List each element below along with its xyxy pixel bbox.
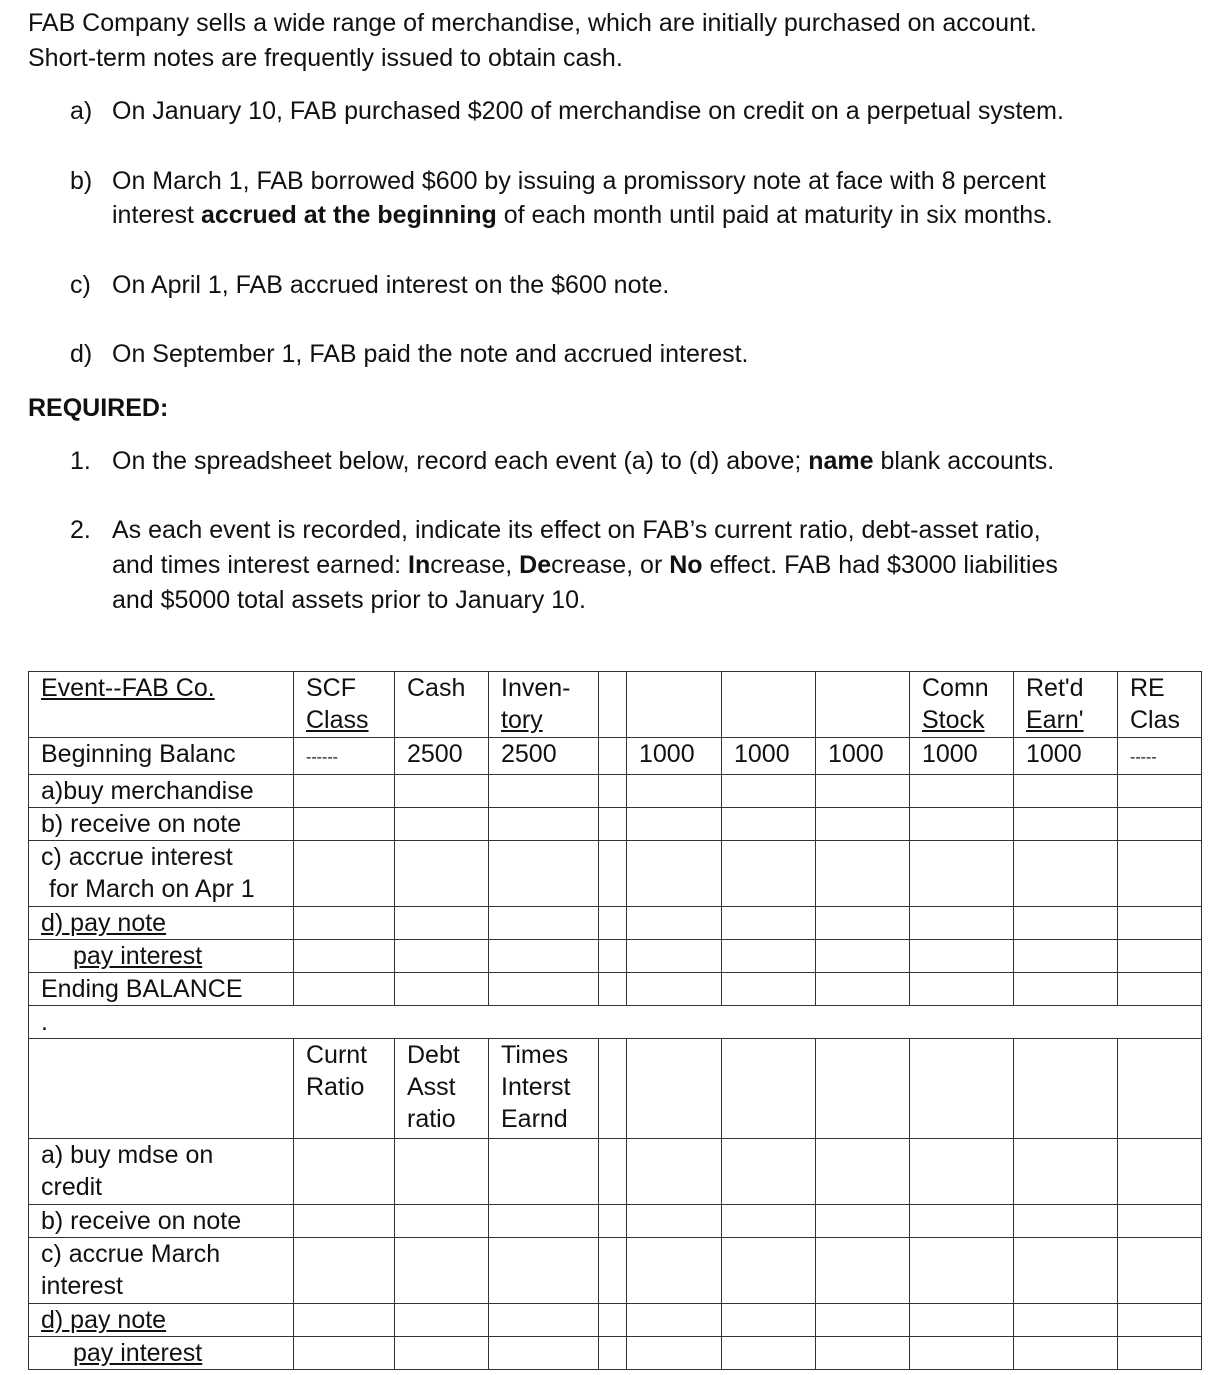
table-row-d-note (29, 907, 1202, 940)
spacer-dot: . (29, 1006, 1202, 1039)
header-common-stock: Comn Stock (910, 672, 1014, 738)
ratio-row-d-note (29, 1304, 1202, 1337)
beginning-re-class: ----- (1118, 738, 1202, 775)
event-c-text: On April 1, FAB accrued interest on the $600 note. (112, 271, 670, 299)
event-b-label: b) (70, 167, 93, 195)
required-item-2-line1: As each event is recorded, indicate its effect on FAB’s current ratio, debt-asset ratio, (112, 516, 1041, 544)
header-scf-class: SCF Class (294, 672, 395, 738)
ratio-row-a-label: a) buy mdse on credit (29, 1139, 294, 1205)
event-c-label: c) (70, 271, 91, 299)
event-d-text: On September 1, FAB paid the note and accrued interest. (112, 340, 749, 368)
beginning-retained-earnings: 1000 (1014, 738, 1118, 775)
header-blank-4[interactable] (816, 672, 910, 738)
required-item-2-line3: and $5000 total assets prior to January 10. (112, 586, 586, 614)
header-re-class: RE Clas (1118, 672, 1202, 738)
beginning-cash: 2500 (395, 738, 489, 775)
header-inventory: Inven- tory (489, 672, 599, 738)
table-row-d-interest (29, 940, 1202, 973)
required-item-1-label: 1. (70, 447, 91, 475)
ratio-row-c (29, 1238, 1202, 1304)
header-blank-2[interactable] (627, 672, 722, 738)
header-debt-asset-ratio: Debt Asst ratio (395, 1039, 489, 1139)
beginning-col-5: 1000 (627, 738, 722, 775)
header-cash: Cash (395, 672, 489, 738)
beginning-col-6: 1000 (722, 738, 816, 775)
row-b-label: b) receive on note (29, 808, 294, 841)
header-blank-1[interactable] (599, 672, 627, 738)
ratio-row-b-label: b) receive on note (29, 1205, 294, 1238)
beginning-label: Beginning Balanc (29, 738, 294, 775)
required-heading: REQUIRED: (28, 394, 169, 422)
table-row-a (29, 775, 1202, 808)
beginning-inventory: 2500 (489, 738, 599, 775)
header-current-ratio: Curnt Ratio (294, 1039, 395, 1139)
intro-line-1: FAB Company sells a wide range of merchandise, which are initially purchased on account. (28, 9, 1037, 37)
row-c-label: c) accrue interest for March on Apr 1 (29, 841, 294, 907)
header-blank-3[interactable] (722, 672, 816, 738)
required-item-1-text: On the spreadsheet below, record each event (a) to (d) above; name blank accounts. (112, 447, 1055, 475)
table-row-b (29, 808, 1202, 841)
row-ending-label: Ending BALANCE (29, 973, 294, 1006)
ratio-row-a (29, 1139, 1202, 1205)
event-b-line1: On March 1, FAB borrowed $600 by issuing a promissory note at face with 8 percent (112, 167, 1046, 195)
ratio-row-c-label: c) accrue March interest (29, 1238, 294, 1304)
row-d-interest-label: pay interest (29, 940, 294, 973)
ratios-header-blank (29, 1039, 294, 1139)
beginning-common-stock: 1000 (910, 738, 1014, 775)
beginning-scf: ------ (294, 738, 395, 775)
row-d-note-label: d) pay note (29, 907, 294, 940)
beginning-col-7: 1000 (816, 738, 910, 775)
required-item-2-line2: and times interest earned: Increase, Decrease, or No effect. FAB had $3000 liabilities (112, 551, 1058, 579)
ratio-row-d-interest (29, 1337, 1202, 1370)
spreadsheet (28, 671, 1202, 1370)
header-event: Event--FAB Co. (29, 672, 294, 738)
table-row-c (29, 841, 1202, 907)
event-b-line2: interest accrued at the beginning of each month until paid at maturity in six months. (112, 201, 1053, 229)
row-a-label: a)buy merchandise (29, 775, 294, 808)
table-row-beginning (29, 738, 1202, 775)
ratios-header-row (29, 1039, 1202, 1139)
ratio-row-d-note-label: d) pay note (29, 1304, 294, 1337)
intro-line-2: Short-term notes are frequently issued to obtain cash. (28, 44, 623, 72)
event-a-label: a) (70, 97, 93, 125)
event-a-text: On January 10, FAB purchased $200 of merchandise on credit on a perpetual system. (112, 97, 1064, 125)
table-row-ending (29, 973, 1202, 1006)
beginning-blank[interactable] (599, 738, 627, 775)
required-item-2-label: 2. (70, 516, 91, 544)
header-times-interest-earned: Times Interst Earnd (489, 1039, 599, 1139)
table-row-spacer (29, 1006, 1202, 1039)
event-d-label: d) (70, 340, 93, 368)
header-row (29, 672, 1202, 738)
ratio-row-b (29, 1205, 1202, 1238)
header-retained-earnings: Ret'd Earn' (1014, 672, 1118, 738)
ratio-row-d-interest-label: pay interest (29, 1337, 294, 1370)
